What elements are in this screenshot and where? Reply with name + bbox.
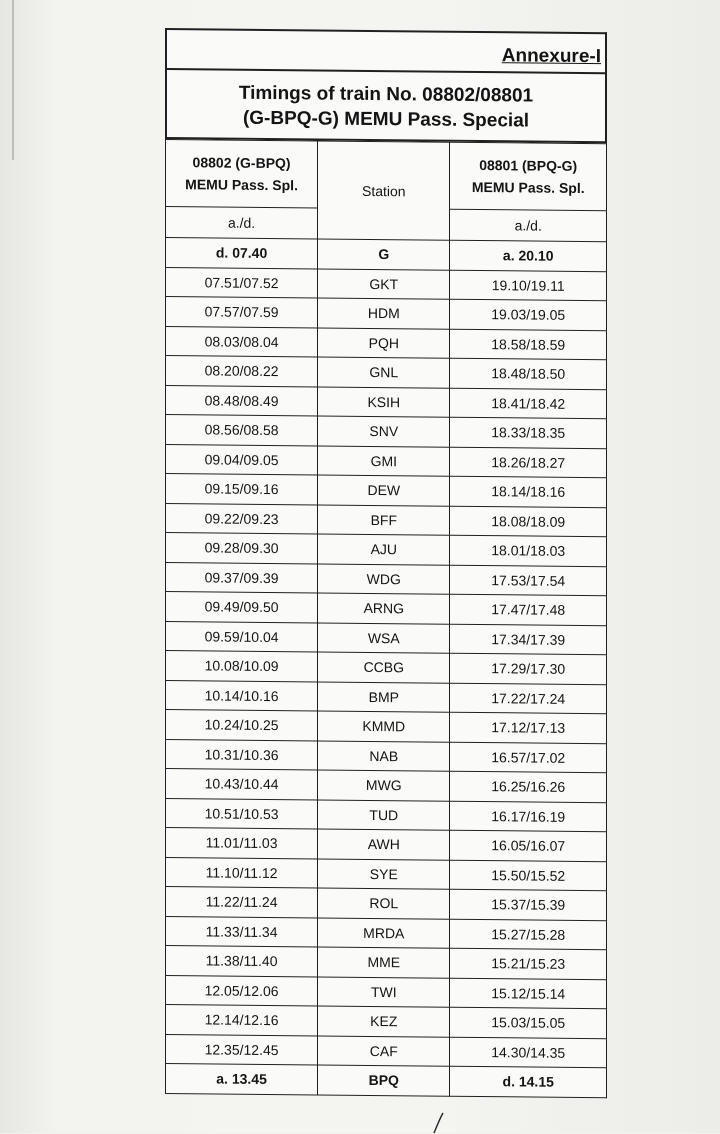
table-row <box>166 710 607 744</box>
cell-down-timing: 18.48/18.50 <box>450 358 607 389</box>
table-row <box>166 415 607 449</box>
cell-station-code: GNL <box>318 357 450 388</box>
cell-up-timing: 08.48/08.49 <box>166 385 318 416</box>
table-row <box>166 592 607 626</box>
table-row <box>166 828 607 862</box>
cell-down-timing: 16.05/16.07 <box>450 830 607 861</box>
table-row <box>166 385 607 419</box>
header-down-train <box>450 142 607 211</box>
table-row <box>166 503 607 537</box>
cell-station-code: PQH <box>318 327 450 358</box>
cell-down-timing: 18.58/18.59 <box>450 329 607 360</box>
cell-station-code: MME <box>318 947 450 978</box>
table-row <box>166 739 607 773</box>
cell-down-timing: 18.08/18.09 <box>450 506 607 537</box>
table-row <box>166 1034 607 1068</box>
cell-up-timing: 09.59/10.04 <box>166 621 318 652</box>
table-row <box>166 444 607 478</box>
cell-up-timing: 08.20/08.22 <box>166 356 318 387</box>
cell-up-timing: 10.31/10.36 <box>166 739 318 770</box>
cell-station-code: NAB <box>318 740 450 771</box>
cell-station-code: BFF <box>318 504 450 535</box>
cell-station-code: SNV <box>318 416 450 447</box>
cell-station-code: GMI <box>318 445 450 476</box>
header-up-line-1: 08802 (G-BPQ) <box>192 154 291 172</box>
table-row <box>166 975 607 1009</box>
cell-up-timing: 09.15/09.16 <box>166 474 318 505</box>
header-down-line-2: MEMU Pass. Spl. <box>471 178 585 197</box>
cell-down-timing: 15.21/15.23 <box>450 948 607 979</box>
cell-down-timing: 15.37/15.39 <box>450 889 607 920</box>
cell-down-timing: d. 14.15 <box>450 1066 607 1097</box>
cell-down-timing: a. 20.10 <box>450 240 607 271</box>
cell-station-code: SYE <box>318 858 450 889</box>
subheader-down-ad: a./d. <box>450 209 607 242</box>
timings-table <box>165 139 607 1098</box>
cell-station-code: ROL <box>318 888 450 919</box>
cell-down-timing: 15.03/15.05 <box>450 1007 607 1038</box>
header-box <box>165 28 607 143</box>
table-row <box>166 1064 607 1098</box>
cell-up-timing: 11.38/11.40 <box>166 946 318 977</box>
cell-down-timing: 18.01/18.03 <box>450 535 607 566</box>
cell-down-timing: 16.25/16.26 <box>450 771 607 802</box>
cell-down-timing: 15.50/15.52 <box>450 860 607 891</box>
header-down-line-1: 08801 (BPQ-G) <box>479 157 578 174</box>
cell-down-timing: 17.34/17.39 <box>450 624 607 655</box>
cell-up-timing: a. 13.45 <box>166 1064 318 1095</box>
header-up-line-2: MEMU Pass. Spl. <box>185 176 298 194</box>
table-row <box>166 798 607 832</box>
cell-down-timing: 17.53/17.54 <box>450 565 607 596</box>
cell-down-timing: 19.03/19.05 <box>450 299 607 330</box>
cell-up-timing: 09.04/09.05 <box>166 444 318 475</box>
cell-up-timing: 07.57/07.59 <box>166 297 318 328</box>
cell-up-timing: 10.14/10.16 <box>166 680 318 711</box>
table-row <box>166 297 607 331</box>
cell-station-code: WDG <box>318 563 450 594</box>
table-row <box>166 769 607 803</box>
cell-down-timing: 17.47/17.48 <box>450 594 607 625</box>
cell-station-code: MRDA <box>318 917 450 948</box>
cell-station-code: G <box>318 239 450 270</box>
cell-up-timing: d. 07.40 <box>166 238 318 269</box>
cell-station-code: CCBG <box>318 652 450 683</box>
table-row <box>166 474 607 508</box>
cell-station-code: GKT <box>318 268 450 299</box>
cell-station-code: MWG <box>318 770 450 801</box>
cell-down-timing: 17.29/17.30 <box>450 653 607 684</box>
cell-station-code: HDM <box>318 298 450 329</box>
title-line-1: Timings of train No. 08802/08801 <box>238 82 534 107</box>
cell-up-timing: 10.43/10.44 <box>166 769 318 800</box>
title-line-2: (G-BPQ-G) MEMU Pass. Special <box>242 107 530 132</box>
table-row <box>166 857 607 891</box>
table-row <box>166 916 607 950</box>
pen-mark <box>432 1112 446 1134</box>
cell-up-timing: 11.01/11.03 <box>166 828 318 859</box>
cell-up-timing: 12.14/12.16 <box>166 1005 318 1036</box>
cell-up-timing: 12.05/12.06 <box>166 975 318 1006</box>
table-row <box>166 680 607 714</box>
cell-down-timing: 15.12/15.14 <box>450 978 607 1009</box>
table-row <box>166 267 607 301</box>
cell-station-code: TWI <box>318 976 450 1007</box>
cell-up-timing: 11.10/11.12 <box>166 857 318 888</box>
cell-station-code: WSA <box>318 622 450 653</box>
cell-up-timing: 11.22/11.24 <box>166 887 318 918</box>
cell-down-timing: 16.57/17.02 <box>450 742 607 773</box>
table-row <box>166 651 607 685</box>
cell-up-timing: 10.08/10.09 <box>166 651 318 682</box>
cell-station-code: DEW <box>318 475 450 506</box>
cell-down-timing: 19.10/19.11 <box>450 270 607 301</box>
table-row <box>166 946 607 980</box>
cell-up-timing: 10.51/10.53 <box>166 798 318 829</box>
cell-down-timing: 17.22/17.24 <box>450 683 607 714</box>
timetable-sheet <box>165 28 607 1098</box>
cell-down-timing: 18.26/18.27 <box>450 447 607 478</box>
cell-station-code: KEZ <box>318 1006 450 1037</box>
cell-up-timing: 12.35/12.45 <box>166 1034 318 1065</box>
cell-station-code: CAF <box>318 1035 450 1066</box>
header-station: Station <box>318 141 450 240</box>
cell-down-timing: 18.14/18.16 <box>450 476 607 507</box>
table-row <box>166 356 607 390</box>
cell-up-timing: 09.22/09.23 <box>166 503 318 534</box>
cell-station-code: BPQ <box>318 1065 450 1096</box>
cell-down-timing: 16.17/16.19 <box>450 801 607 832</box>
header-up-train <box>166 140 318 208</box>
cell-down-timing: 14.30/14.35 <box>450 1037 607 1068</box>
cell-up-timing: 09.49/09.50 <box>166 592 318 623</box>
table-row <box>166 562 607 596</box>
annexure-label: Annexure-I <box>501 45 601 68</box>
cell-down-timing: 15.27/15.28 <box>450 919 607 950</box>
cell-station-code: KMMD <box>318 711 450 742</box>
table-row <box>166 621 607 655</box>
cell-up-timing: 11.33/11.34 <box>166 916 318 947</box>
table-row <box>166 887 607 921</box>
cell-station-code: ARNG <box>318 593 450 624</box>
cell-down-timing: 18.33/18.35 <box>450 417 607 448</box>
table-row <box>166 326 607 360</box>
annexure-heading <box>167 30 605 74</box>
cell-station-code: AJU <box>318 534 450 565</box>
cell-up-timing: 09.37/09.39 <box>166 562 318 593</box>
cell-up-timing: 08.56/08.58 <box>166 415 318 446</box>
cell-station-code: BMP <box>318 681 450 712</box>
table-header-row <box>166 140 607 211</box>
table-row <box>166 533 607 567</box>
cell-station-code: KSIH <box>318 386 450 417</box>
table-row <box>166 238 607 272</box>
cell-up-timing: 08.03/08.04 <box>166 326 318 357</box>
table-row <box>166 1005 607 1039</box>
page-title <box>167 70 605 143</box>
cell-down-timing: 17.12/17.13 <box>450 712 607 743</box>
cell-up-timing: 09.28/09.30 <box>166 533 318 564</box>
cell-station-code: AWH <box>318 829 450 860</box>
cell-down-timing: 18.41/18.42 <box>450 388 607 419</box>
cell-station-code: TUD <box>318 799 450 830</box>
subheader-up-ad: a./d. <box>166 207 318 239</box>
cell-up-timing: 07.51/07.52 <box>166 267 318 298</box>
cell-up-timing: 10.24/10.25 <box>166 710 318 741</box>
paper-edge <box>12 0 14 160</box>
